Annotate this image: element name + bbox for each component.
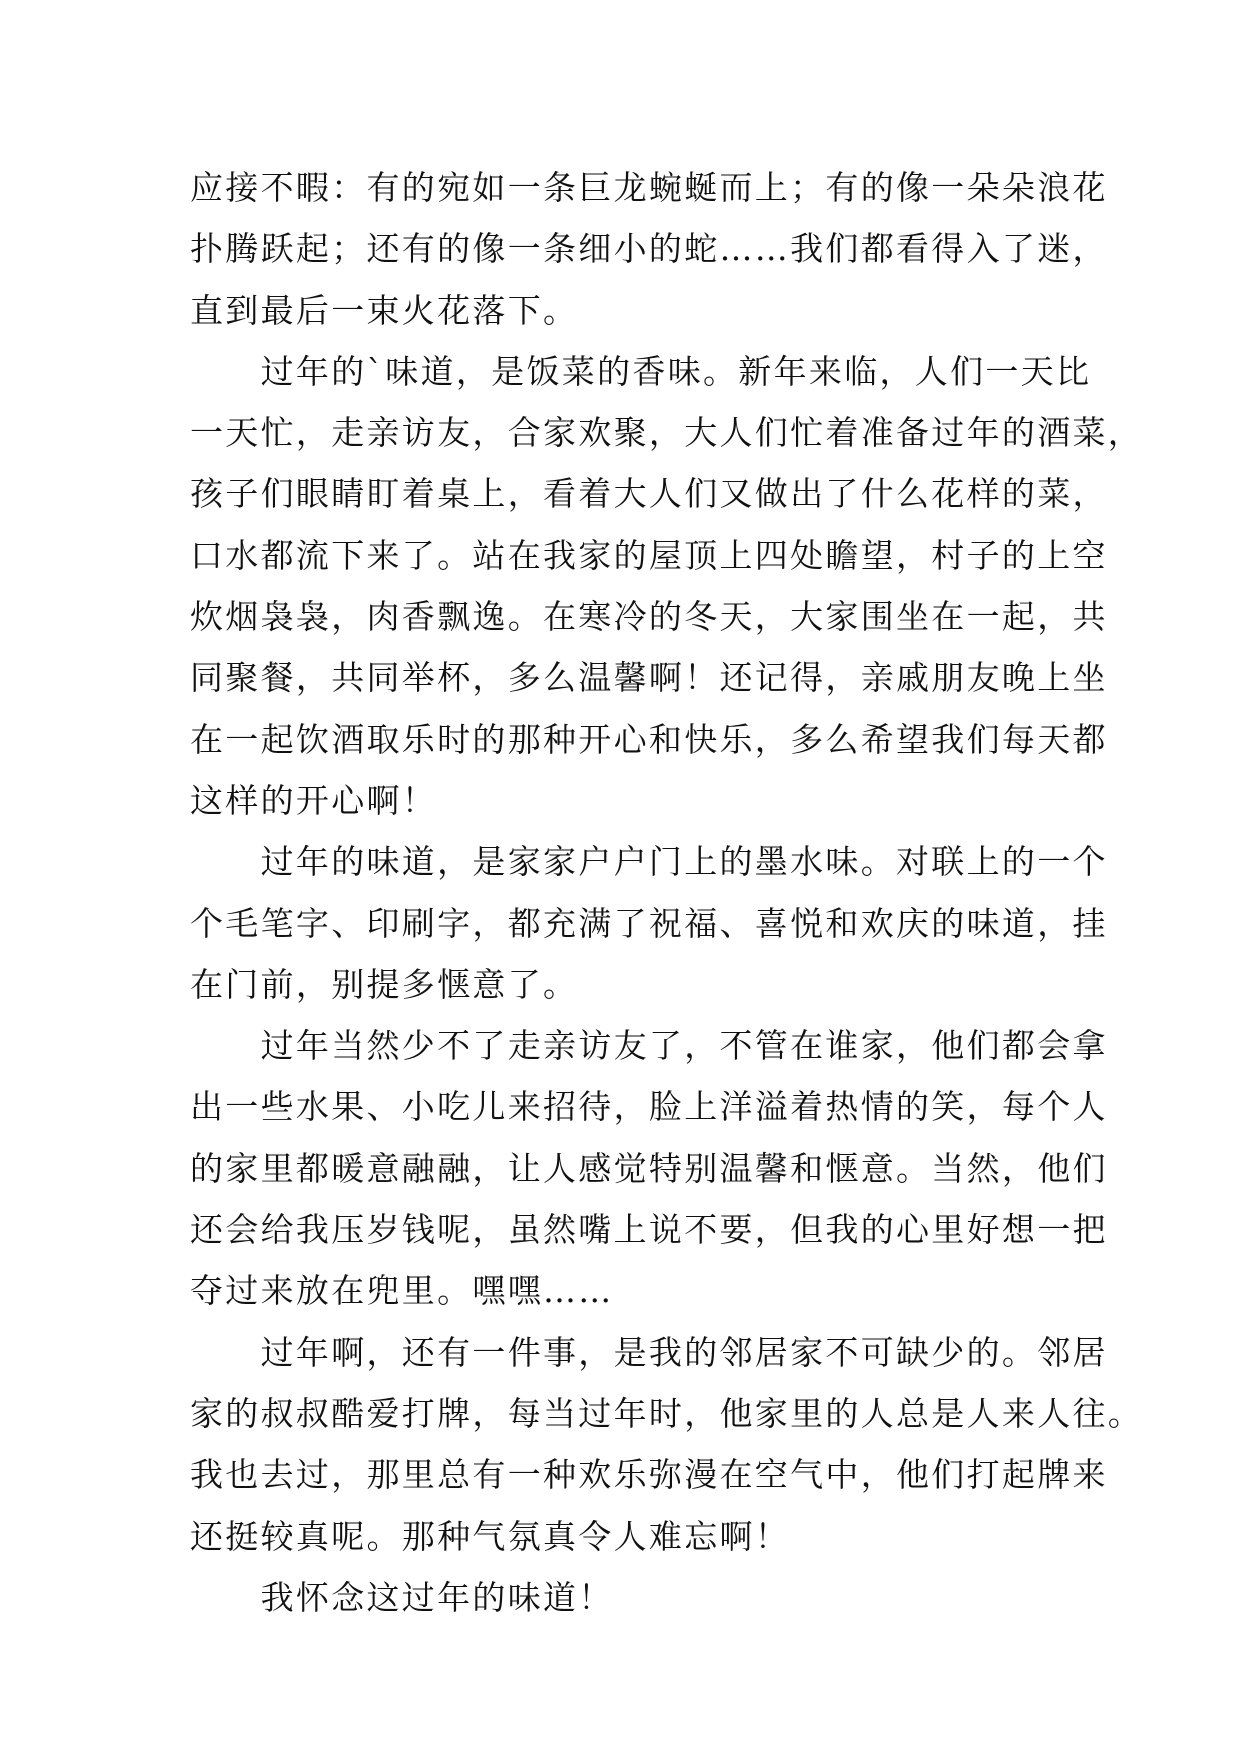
text-line: 应接不暇：有的宛如一条巨龙蜿蜒而上；有的像一朵朵浪花 <box>190 168 1108 207</box>
paragraph <box>190 1015 1108 1321</box>
text-line: 还会给我压岁钱呢，虽然嘴上说不要，但我的心里好想一把 <box>190 1210 1108 1250</box>
text-line: 家的叔叔酷爱打牌，每当过年时，他家里的人总是人来人往。 <box>190 1393 1144 1433</box>
text-line: 孩子们眼睛盯着桌上，看着大人们又做出了什么花样的菜， <box>190 474 1108 514</box>
text-line: 过年啊，还有一件事，是我的邻居家不可缺少的。邻居 <box>190 1332 1108 1372</box>
text-line: 过年的`味道，是饭菜的香味。新年来临，人们一天比 <box>190 351 1092 391</box>
text-line: 过年的味道，是家家户户门上的墨水味。对联上的一个 <box>190 842 1108 882</box>
text-line: 一天忙，走亲访友，合家欢聚，大人们忙着准备过年的酒菜， <box>190 413 1144 453</box>
text-line: 炊烟袅袅，肉香飘逸。在寒冷的冬天，大家围坐在一起，共 <box>190 597 1108 637</box>
text-line: 口水都流下来了。站在我家的屋顶上四处瞻望，村子的上空 <box>190 535 1108 575</box>
text-line: 在一起饮酒取乐时的那种开心和快乐，多么希望我们每天都 <box>190 719 1108 759</box>
text-line: 还挺较真呢。那种气氛真令人难忘啊！ <box>190 1516 791 1556</box>
text-line: 出一些水果、小吃儿来招待，脸上洋溢着热情的笑，每个人 <box>190 1087 1108 1127</box>
body-text <box>190 157 1144 1628</box>
paragraph <box>190 157 1108 341</box>
text-line: 过年当然少不了走亲访友了，不管在谁家，他们都会拿 <box>190 1026 1108 1066</box>
paragraph <box>190 831 1108 1015</box>
text-line: 同聚餐，共同举杯，多么温馨啊！还记得，亲戚朋友晚上坐 <box>190 658 1108 698</box>
text-line: 这样的开心啊！ <box>190 780 438 820</box>
text-line: 在门前，别提多惬意了。 <box>190 964 579 1004</box>
text-line: 个毛笔字、印刷字，都充满了祝福、喜悦和欢庆的味道，挂 <box>190 903 1108 943</box>
text-line: 我也去过，那里总有一种欢乐弥漫在空气中，他们打起牌来 <box>190 1455 1108 1495</box>
text-line: 直到最后一束火花落下。 <box>190 290 579 330</box>
text-line: 夺过来放在兜里。嘿嘿…… <box>190 1271 614 1311</box>
text-line: 我怀念这过年的味道！ <box>190 1577 614 1617</box>
paragraph <box>190 1322 1144 1567</box>
paragraph <box>190 1567 1058 1628</box>
text-line: 的家里都暖意融融，让人感觉特别温馨和惬意。当然，他们 <box>190 1148 1108 1188</box>
paragraph <box>190 341 1144 831</box>
text-line: 扑腾跃起；还有的像一条细小的蛇……我们都看得入了迷， <box>190 229 1108 269</box>
